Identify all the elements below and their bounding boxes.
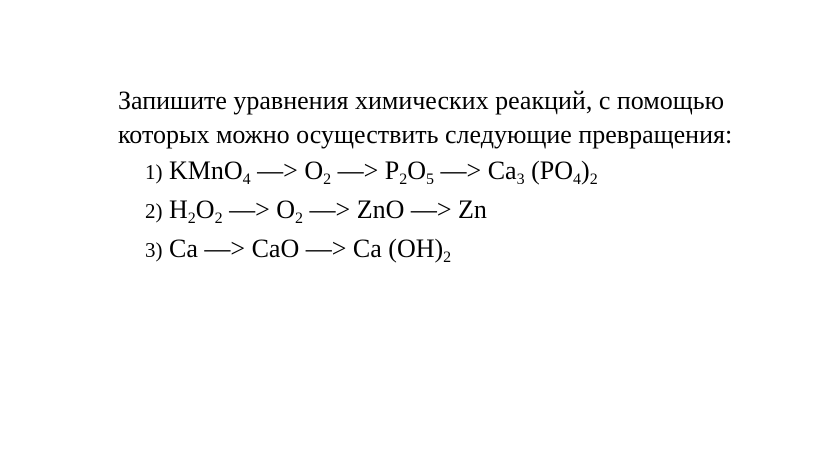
chemical-formula [252, 234, 300, 263]
chemical-formula [169, 195, 223, 227]
chemical-formula [357, 195, 405, 224]
reaction-chain [169, 234, 452, 266]
formula-subscript: 4 [242, 171, 251, 188]
formula-text: KMnO [169, 156, 243, 185]
formula-text: P [384, 156, 400, 185]
formula-subscript: 2 [443, 249, 452, 266]
reaction-number: 1) [145, 160, 163, 184]
formula-subscript: 2 [589, 171, 598, 188]
arrow-symbol: —> [337, 156, 379, 185]
reaction-list [118, 152, 808, 269]
reaction-1 [145, 152, 808, 191]
chemical-formula [458, 195, 487, 224]
arrow-symbol: —> [229, 195, 270, 224]
chemical-formula [276, 195, 304, 227]
formula-subscript: 2 [214, 210, 223, 227]
formula-subscript: 2 [323, 171, 332, 188]
formula-subscript: 2 [399, 171, 408, 188]
formula-text: O [195, 195, 215, 224]
chemical-formula [384, 156, 435, 188]
formula-subscript: 2 [187, 210, 196, 227]
chemical-formula [169, 156, 251, 188]
reaction-chain [169, 195, 487, 227]
formula-subscript: 4 [573, 171, 582, 188]
reaction-number: 2) [145, 199, 163, 223]
formula-subscript: 3 [516, 171, 525, 188]
formula-text: Ca [169, 234, 198, 263]
chemical-formula [304, 156, 332, 188]
formula-text: O [304, 156, 324, 185]
arrow-symbol: —> [204, 234, 246, 263]
formula-text: ZnO [356, 195, 405, 224]
formula-text: Zn [458, 195, 487, 224]
formula-text: H [169, 195, 188, 224]
arrow-symbol: —> [410, 195, 452, 224]
formula-text: (PO [524, 156, 574, 185]
reaction-3 [145, 230, 808, 269]
chemical-formula [487, 156, 598, 188]
formula-text: Ca [487, 156, 517, 185]
arrow-symbol: —> [257, 156, 298, 185]
formula-text: Ca (OH) [352, 234, 444, 263]
formula-text: O [276, 195, 296, 224]
reaction-chain [169, 156, 598, 188]
reaction-number: 3) [145, 238, 163, 262]
arrow-symbol: —> [305, 234, 347, 263]
task-intro: Запишите уравнения химических реакций, с помощью которых можно осуществить следующие превращения: [118, 86, 733, 149]
task-block [118, 84, 808, 269]
formula-text: O [407, 156, 427, 185]
arrow-symbol: —> [309, 195, 351, 224]
formula-subscript: 2 [295, 210, 304, 227]
chemical-formula [352, 234, 452, 266]
formula-subscript: 5 [426, 171, 435, 188]
formula-text: CaO [251, 234, 300, 263]
formula-text: ) [581, 156, 590, 185]
arrow-symbol: —> [440, 156, 482, 185]
chemical-formula [169, 234, 198, 263]
reaction-2 [145, 191, 808, 230]
